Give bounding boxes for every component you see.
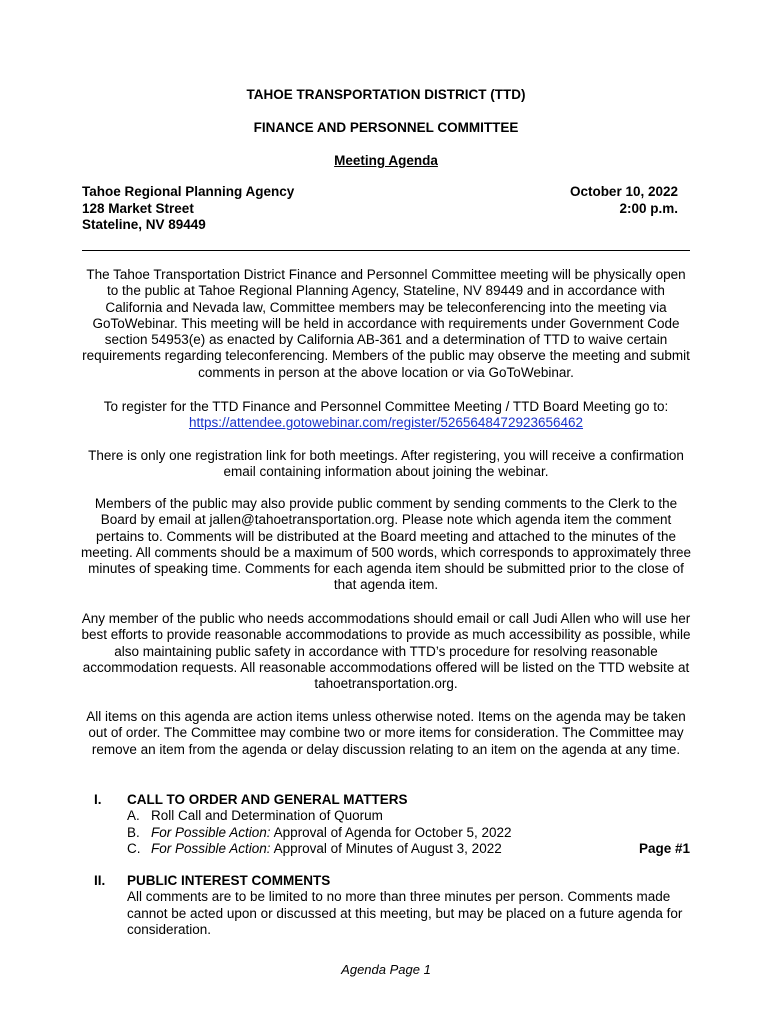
section-number: I.	[94, 792, 102, 807]
section-title: PUBLIC INTEREST COMMENTS	[127, 873, 331, 888]
public-comment-paragraph: Members of the public may also provide public comment by sending comments to the Clerk to the Board by email at jallen@tahoetransportation.org. Please note which agenda item the comment pertains to. Comments will be distributed at the Board meeting and attached to the minutes of the meeting. All comments should be a maximum of 500 words, which corresponds to approximately three minutes of speaking time. Comments for each agenda item should be submitted prior to the close of that agenda item.	[80, 496, 692, 593]
item-action-prefix: For Possible Action:	[151, 840, 271, 856]
item-text: Approval of Minutes of August 3, 2022	[270, 840, 502, 856]
meeting-location	[82, 184, 294, 234]
registration-link[interactable]: https://attendee.gotowebinar.com/register/526564847292365646​2	[188, 415, 584, 431]
organization-title: TAHOE TRANSPORTATION DISTRICT (TTD)	[246, 87, 526, 102]
meeting-schedule	[570, 184, 678, 217]
action-items-paragraph: All items on this agenda are action items unless otherwise noted. Items on the agenda may be taken out of order. The Committee may combine two or more items for consideration. The Committee may remove an item from the agenda or delay discussion relating to an item on the agenda at any time.	[86, 709, 686, 757]
intro-paragraph: The Tahoe Transportation District Finance and Personnel Committee meeting will be physically open to the public at Tahoe Regional Planning Agency, Stateline, NV 89449 and in accordance with California and Nevada law, Committee members may be teleconferencing into the meeting via GoToWebinar. This meeting will be held in accordance with requirements under Government Code section 54953(e) as enacted by California AB-361 and a determination of TTD to waive certain requirements regarding teleconferencing. Members of the public may observe the meeting and submit comments in person at the above location or via GoToWebinar.	[82, 267, 690, 380]
registration-text: To register for the TTD Finance and Personnel Committee Meeting / TTD Board Meeting go to:	[103, 399, 669, 414]
meeting-time: 2:00 p.m.	[619, 200, 678, 216]
accommodations-paragraph: Any member of the public who needs accommodations should email or call Judi Allen who will use her best efforts to provide reasonable accommodations to provide as much accessibility as possible, while also maintaining public safety in accordance with TTD’s procedure for resolving reasonable accommodation requests. All reasonable accommodations offered will be listed on the TTD website at tahoetransportation.org.	[81, 611, 691, 692]
agenda-item-a	[127, 808, 690, 824]
location-line-2: 128 Market Street	[82, 200, 194, 216]
location-line-1: Tahoe Regional Planning Agency	[82, 184, 295, 199]
doc-type-title: Meeting Agenda	[334, 153, 438, 168]
header-divider	[82, 250, 690, 251]
section-number: II.	[94, 873, 106, 888]
location-line-3: Stateline, NV 89449	[82, 217, 206, 232]
item-letter: B.	[127, 824, 140, 840]
section-public-comments	[82, 873, 690, 938]
item-action-prefix: For Possible Action:	[151, 824, 271, 840]
item-letter: A.	[127, 808, 140, 824]
item-page-reference: Page #1	[638, 840, 690, 856]
item-text: Roll Call and Determination of Quorum	[151, 808, 383, 824]
agenda-item-b	[127, 825, 690, 841]
single-link-paragraph: There is only one registration link for both meetings. After registering, you will receive a confirmation email containing information about joining the webinar.	[88, 448, 684, 480]
page-footer: Agenda Page 1	[341, 962, 431, 977]
section-title: CALL TO ORDER AND GENERAL MATTERS	[127, 792, 408, 807]
meeting-date: October 10, 2022	[569, 184, 678, 199]
registration-paragraph	[80, 399, 692, 432]
agenda-item-c	[127, 841, 690, 857]
committee-title: FINANCE AND PERSONNEL COMMITTEE	[253, 120, 519, 135]
item-text: Approval of Agenda for October 5, 2022	[270, 824, 512, 840]
item-letter: C.	[127, 840, 141, 856]
section-body: All comments are to be limited to no more than three minutes per person. Comments made cannot be acted upon or discussed at this meeting, but may be placed on a future agenda for consideration.	[127, 889, 683, 937]
section-call-to-order	[82, 792, 690, 857]
